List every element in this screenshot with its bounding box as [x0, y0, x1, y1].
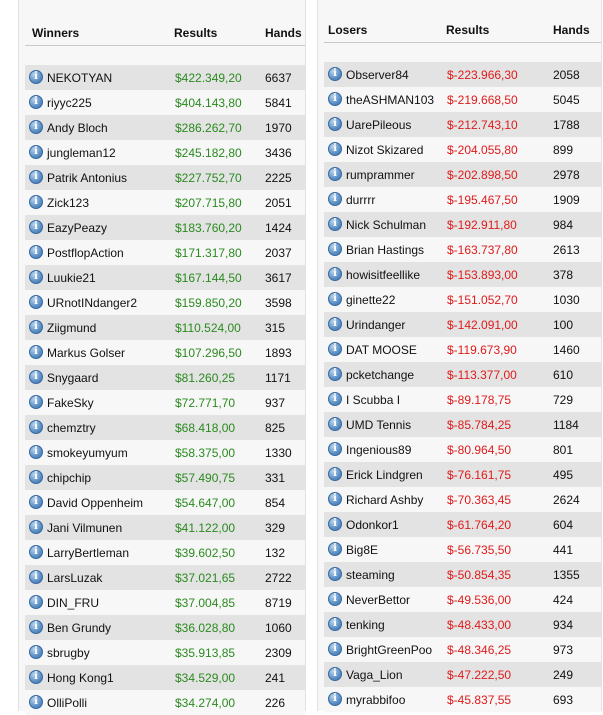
hands-count: 3617	[265, 271, 292, 285]
player-name: Jani Vilmunen	[47, 521, 123, 535]
player-name: DAT MOOSE	[346, 343, 417, 357]
hands-count: 8719	[265, 596, 292, 610]
player-name: NEKOTYAN	[47, 71, 113, 85]
player-name: BrightGreenPoo	[346, 643, 433, 657]
result-value: $107.296,50	[175, 346, 242, 360]
hands-count: 3436	[265, 146, 292, 160]
result-value: $-85.784,25	[447, 418, 512, 432]
result-value: $36.028,80	[175, 621, 236, 635]
header-divider	[324, 42, 601, 43]
hands-count: 1788	[553, 118, 580, 132]
info-icon[interactable]: i	[29, 645, 43, 659]
table-row	[25, 690, 305, 715]
table-row	[324, 312, 601, 337]
losers-results-header: Results	[446, 23, 490, 37]
player-name: chemztry	[47, 421, 96, 435]
player-name: Snygaard	[47, 371, 99, 385]
table-row	[324, 112, 601, 137]
hands-count: 2722	[265, 571, 292, 585]
player-name: riyyc225	[47, 96, 92, 110]
player-name: jungleman12	[47, 146, 116, 160]
result-value: $-45.837,55	[447, 693, 512, 707]
result-value: $-153.893,00	[447, 268, 518, 282]
info-icon[interactable]: i	[29, 495, 43, 509]
info-icon[interactable]: i	[328, 467, 342, 481]
table-row	[324, 362, 601, 387]
table-row	[324, 437, 601, 462]
info-icon[interactable]: i	[29, 345, 43, 359]
hands-count: 2058	[553, 68, 580, 82]
result-value: $159.850,20	[175, 296, 242, 310]
player-name: chipchip	[47, 471, 92, 485]
result-value: $39.602,50	[175, 546, 236, 560]
result-value: $35.913,85	[175, 646, 236, 660]
info-icon[interactable]: i	[29, 245, 43, 259]
info-icon[interactable]: i	[328, 192, 342, 206]
result-value: $-195.467,50	[447, 193, 518, 207]
table-row	[324, 212, 601, 237]
info-icon[interactable]: i	[328, 492, 342, 506]
hands-count: 100	[553, 318, 574, 332]
info-icon[interactable]: i	[328, 517, 342, 531]
table-row	[324, 237, 601, 262]
info-icon[interactable]: i	[29, 220, 43, 234]
table-row	[25, 265, 305, 290]
player-name: Ben Grundy	[47, 621, 112, 635]
hands-count: 5841	[265, 96, 292, 110]
info-icon[interactable]: i	[29, 370, 43, 384]
hands-count: 1460	[553, 343, 580, 357]
hands-count: 1184	[553, 418, 579, 432]
player-name: pcketchange	[346, 368, 415, 382]
table-row	[25, 590, 305, 615]
table-row	[25, 290, 305, 315]
player-name: Patrik Antonius	[47, 171, 128, 185]
hands-count: 729	[553, 393, 574, 407]
hands-count: 1171	[265, 371, 291, 385]
hands-count: 610	[553, 368, 574, 382]
table-row	[25, 90, 305, 115]
table-row	[324, 412, 601, 437]
player-name: URnotINdanger2	[47, 296, 138, 310]
info-icon[interactable]: i	[328, 542, 342, 556]
result-value: $34.529,00	[175, 671, 236, 685]
player-name: howisitfeellike	[346, 268, 421, 282]
result-value: $37.021,65	[175, 571, 236, 585]
result-value: $-48.346,25	[447, 643, 512, 657]
player-name: rumprammer	[346, 168, 415, 182]
table-row	[25, 440, 305, 465]
player-name: David Oppenheim	[47, 496, 144, 510]
hands-count: 5045	[553, 93, 580, 107]
player-name: Richard Ashby	[346, 493, 424, 507]
table-row	[25, 340, 305, 365]
result-value: $-163.737,80	[447, 243, 518, 257]
table-row	[25, 240, 305, 265]
result-value: $81.260,25	[175, 371, 236, 385]
hands-count: 378	[553, 268, 574, 282]
info-icon[interactable]: i	[29, 520, 43, 534]
info-icon[interactable]: i	[29, 195, 43, 209]
hands-count: 1060	[265, 621, 292, 635]
info-icon[interactable]: i	[328, 67, 342, 81]
info-icon[interactable]: i	[29, 670, 43, 684]
table-row	[324, 87, 601, 112]
info-icon[interactable]: i	[29, 595, 43, 609]
hands-count: 973	[553, 643, 574, 657]
player-name: OlliPolli	[47, 696, 88, 710]
table-row	[324, 612, 601, 637]
table-row	[25, 490, 305, 515]
result-value: $-76.161,75	[447, 468, 512, 482]
player-name: steaming	[346, 568, 395, 582]
info-icon[interactable]: i	[29, 620, 43, 634]
table-row	[25, 140, 305, 165]
info-icon[interactable]: i	[328, 317, 342, 331]
table-row	[324, 337, 601, 362]
losers-rows	[324, 62, 601, 712]
player-name: Ingenious89	[346, 443, 412, 457]
result-value: $-202.898,50	[447, 168, 518, 182]
table-row	[324, 462, 601, 487]
table-row	[25, 315, 305, 340]
hands-count: 2051	[265, 196, 292, 210]
info-icon[interactable]: i	[328, 367, 342, 381]
result-value: $-56.735,50	[447, 543, 512, 557]
hands-count: 3598	[265, 296, 292, 310]
info-icon[interactable]: i	[328, 567, 342, 581]
info-icon[interactable]: i	[29, 295, 43, 309]
player-name: LarsLuzak	[47, 571, 103, 585]
player-name: Nick Schulman	[346, 218, 427, 232]
table-row	[324, 512, 601, 537]
info-icon[interactable]: i	[328, 167, 342, 181]
result-value: $-119.673,90	[447, 343, 517, 357]
hands-count: 1355	[553, 568, 580, 582]
table-row	[25, 465, 305, 490]
player-name: NeverBettor	[346, 593, 411, 607]
table-row	[324, 287, 601, 312]
player-name: EazyPeazy	[47, 221, 108, 235]
table-row	[324, 687, 601, 712]
table-row	[25, 390, 305, 415]
hands-count: 2978	[553, 168, 580, 182]
info-icon[interactable]: i	[29, 95, 43, 109]
result-value: $245.182,80	[175, 146, 242, 160]
player-name: sbrugby	[47, 646, 90, 660]
table-row	[324, 537, 601, 562]
player-name: LarryBertleman	[47, 546, 130, 560]
info-icon[interactable]: i	[29, 445, 43, 459]
result-value: $-80.964,50	[447, 443, 512, 457]
result-value: $-89.178,75	[447, 393, 512, 407]
player-name: tenking	[346, 618, 385, 632]
hands-count: 604	[553, 518, 574, 532]
result-value: $-61.764,20	[447, 518, 512, 532]
result-value: $68.418,00	[175, 421, 236, 435]
hands-count: 825	[265, 421, 286, 435]
hands-count: 1424	[265, 221, 292, 235]
player-name: PostflopAction	[47, 246, 124, 260]
result-value: $110.524,00	[175, 321, 241, 335]
info-icon[interactable]: i	[29, 70, 43, 84]
info-icon[interactable]: i	[29, 120, 43, 134]
result-value: $-113.377,00	[447, 368, 517, 382]
player-name: Erick Lindgren	[346, 468, 423, 482]
hands-count: 1970	[265, 121, 292, 135]
hands-count: 984	[553, 218, 574, 232]
result-value: $183.760,20	[175, 221, 242, 235]
player-name: smokeyumyum	[47, 446, 128, 460]
hands-count: 801	[553, 443, 574, 457]
hands-count: 315	[265, 321, 286, 335]
info-icon[interactable]: i	[29, 470, 43, 484]
player-name: FakeSky	[47, 396, 94, 410]
table-row	[324, 487, 601, 512]
table-row	[324, 662, 601, 687]
info-icon[interactable]: i	[328, 392, 342, 406]
result-value: $-223.966,30	[447, 68, 518, 82]
player-name: Brian Hastings	[346, 243, 425, 257]
losers-table	[317, 0, 602, 711]
hands-count: 241	[265, 671, 286, 685]
table-row	[324, 62, 601, 87]
hands-count: 937	[265, 396, 286, 410]
info-icon[interactable]: i	[328, 142, 342, 156]
result-value: $58.375,00	[175, 446, 236, 460]
result-value: $57.490,75	[175, 471, 236, 485]
hands-count: 249	[553, 668, 574, 682]
winners-results-header: Results	[174, 26, 218, 40]
winners-rows	[25, 65, 305, 715]
hands-count: 1030	[553, 293, 580, 307]
table-row	[324, 387, 601, 412]
table-row	[324, 587, 601, 612]
info-icon[interactable]: i	[328, 342, 342, 356]
result-value: $-212.743,10	[447, 118, 518, 132]
winners-table	[18, 0, 306, 711]
info-icon[interactable]: i	[328, 642, 342, 656]
player-name: ginette22	[346, 293, 396, 307]
player-name: UMD Tennis	[346, 418, 412, 432]
info-icon[interactable]: i	[29, 170, 43, 184]
player-name: myrabbifoo	[346, 693, 406, 707]
hands-count: 495	[553, 468, 574, 482]
result-value: $-50.854,35	[447, 568, 512, 582]
info-icon[interactable]: i	[29, 270, 43, 284]
hands-count: 2225	[265, 171, 292, 185]
table-row	[25, 190, 305, 215]
hands-count: 1893	[265, 346, 292, 360]
info-icon[interactable]: i	[29, 145, 43, 159]
player-name: Andy Bloch	[47, 121, 108, 135]
info-icon[interactable]: i	[29, 395, 43, 409]
table-row	[25, 540, 305, 565]
result-value: $-49.536,00	[447, 593, 512, 607]
result-value: $72.771,70	[175, 396, 236, 410]
player-name: Big8E	[346, 543, 379, 557]
info-icon[interactable]: i	[328, 267, 342, 281]
info-icon[interactable]: i	[328, 292, 342, 306]
info-icon[interactable]: i	[29, 695, 43, 709]
info-icon[interactable]: i	[328, 117, 342, 131]
header-divider	[25, 45, 305, 46]
table-row	[25, 665, 305, 690]
table-row	[25, 615, 305, 640]
player-name: Vaga_Lion	[346, 668, 403, 682]
info-icon[interactable]: i	[328, 217, 342, 231]
hands-count: 2037	[265, 246, 292, 260]
player-name: DIN_FRU	[47, 596, 100, 610]
info-icon[interactable]: i	[328, 442, 342, 456]
player-name: Hong Kong1	[47, 671, 114, 685]
result-value: $-47.222,50	[447, 668, 512, 682]
info-icon[interactable]: i	[328, 242, 342, 256]
hands-count: 693	[553, 693, 574, 707]
table-row	[25, 115, 305, 140]
winners-column-title: Winners	[32, 26, 80, 40]
player-name: Markus Golser	[47, 346, 126, 360]
hands-count: 132	[265, 546, 286, 560]
table-row	[25, 165, 305, 190]
result-value: $-204.055,80	[447, 143, 518, 157]
hands-count: 226	[265, 696, 286, 710]
losers-hands-header: Hands	[553, 23, 590, 37]
info-icon[interactable]: i	[328, 617, 342, 631]
table-row	[25, 215, 305, 240]
player-name: Luukie21	[47, 271, 96, 285]
player-name: theASHMAN103	[346, 93, 435, 107]
player-name: UarePileous	[346, 118, 412, 132]
result-value: $422.349,20	[175, 71, 242, 85]
result-value: $37.004,85	[175, 596, 236, 610]
result-value: $-219.668,50	[447, 93, 518, 107]
result-value: $41.122,00	[175, 521, 236, 535]
table-row	[324, 137, 601, 162]
winners-header	[19, 0, 305, 44]
result-value: $207.715,80	[175, 196, 242, 210]
table-row	[324, 187, 601, 212]
player-name: Ziigmund	[47, 321, 97, 335]
result-value: $171.317,80	[175, 246, 242, 260]
table-row	[25, 365, 305, 390]
table-row	[25, 65, 305, 90]
table-row	[324, 262, 601, 287]
info-icon[interactable]: i	[328, 692, 342, 706]
player-name: Observer84	[346, 68, 409, 82]
hands-count: 2309	[265, 646, 292, 660]
hands-count: 2624	[553, 493, 580, 507]
result-value: $-70.363,45	[447, 493, 512, 507]
result-value: $-48.433,00	[447, 618, 512, 632]
result-value: $-192.911,80	[447, 218, 517, 232]
winners-hands-header: Hands	[265, 26, 302, 40]
info-icon[interactable]: i	[328, 417, 342, 431]
result-value: $34.274,00	[175, 696, 236, 710]
hands-count: 2613	[553, 243, 580, 257]
info-icon[interactable]: i	[29, 320, 43, 334]
result-value: $227.752,70	[175, 171, 242, 185]
table-row	[324, 562, 601, 587]
hands-count: 1909	[553, 193, 580, 207]
hands-count: 329	[265, 521, 286, 535]
result-value: $167.144,50	[175, 271, 242, 285]
player-name: Odonkor1	[346, 518, 399, 532]
hands-count: 899	[553, 143, 574, 157]
table-row	[25, 515, 305, 540]
table-row	[25, 565, 305, 590]
info-icon[interactable]: i	[29, 570, 43, 584]
result-value: $404.143,80	[175, 96, 242, 110]
table-row	[25, 415, 305, 440]
hands-count: 331	[265, 471, 286, 485]
losers-header	[318, 0, 601, 44]
result-value: $-142.091,00	[447, 318, 518, 332]
hands-count: 441	[553, 543, 574, 557]
player-name: I Scubba I	[346, 393, 401, 407]
table-row	[25, 640, 305, 665]
table-row	[324, 162, 601, 187]
info-icon[interactable]: i	[29, 545, 43, 559]
info-icon[interactable]: i	[328, 592, 342, 606]
result-value: $286.262,70	[175, 121, 242, 135]
player-name: Nizot Skizared	[346, 143, 424, 157]
hands-count: 6637	[265, 71, 292, 85]
hands-count: 854	[265, 496, 286, 510]
hands-count: 934	[553, 618, 574, 632]
hands-count: 424	[553, 593, 574, 607]
result-value: $54.647,00	[175, 496, 236, 510]
info-icon[interactable]: i	[29, 420, 43, 434]
player-name: durrrr	[346, 193, 376, 207]
table-row	[324, 637, 601, 662]
result-value: $-151.052,70	[447, 293, 518, 307]
player-name: Urindanger	[346, 318, 406, 332]
info-icon[interactable]: i	[328, 92, 342, 106]
player-name: Zick123	[47, 196, 90, 210]
info-icon[interactable]: i	[328, 667, 342, 681]
hands-count: 1330	[265, 446, 292, 460]
losers-column-title: Losers	[328, 23, 368, 37]
